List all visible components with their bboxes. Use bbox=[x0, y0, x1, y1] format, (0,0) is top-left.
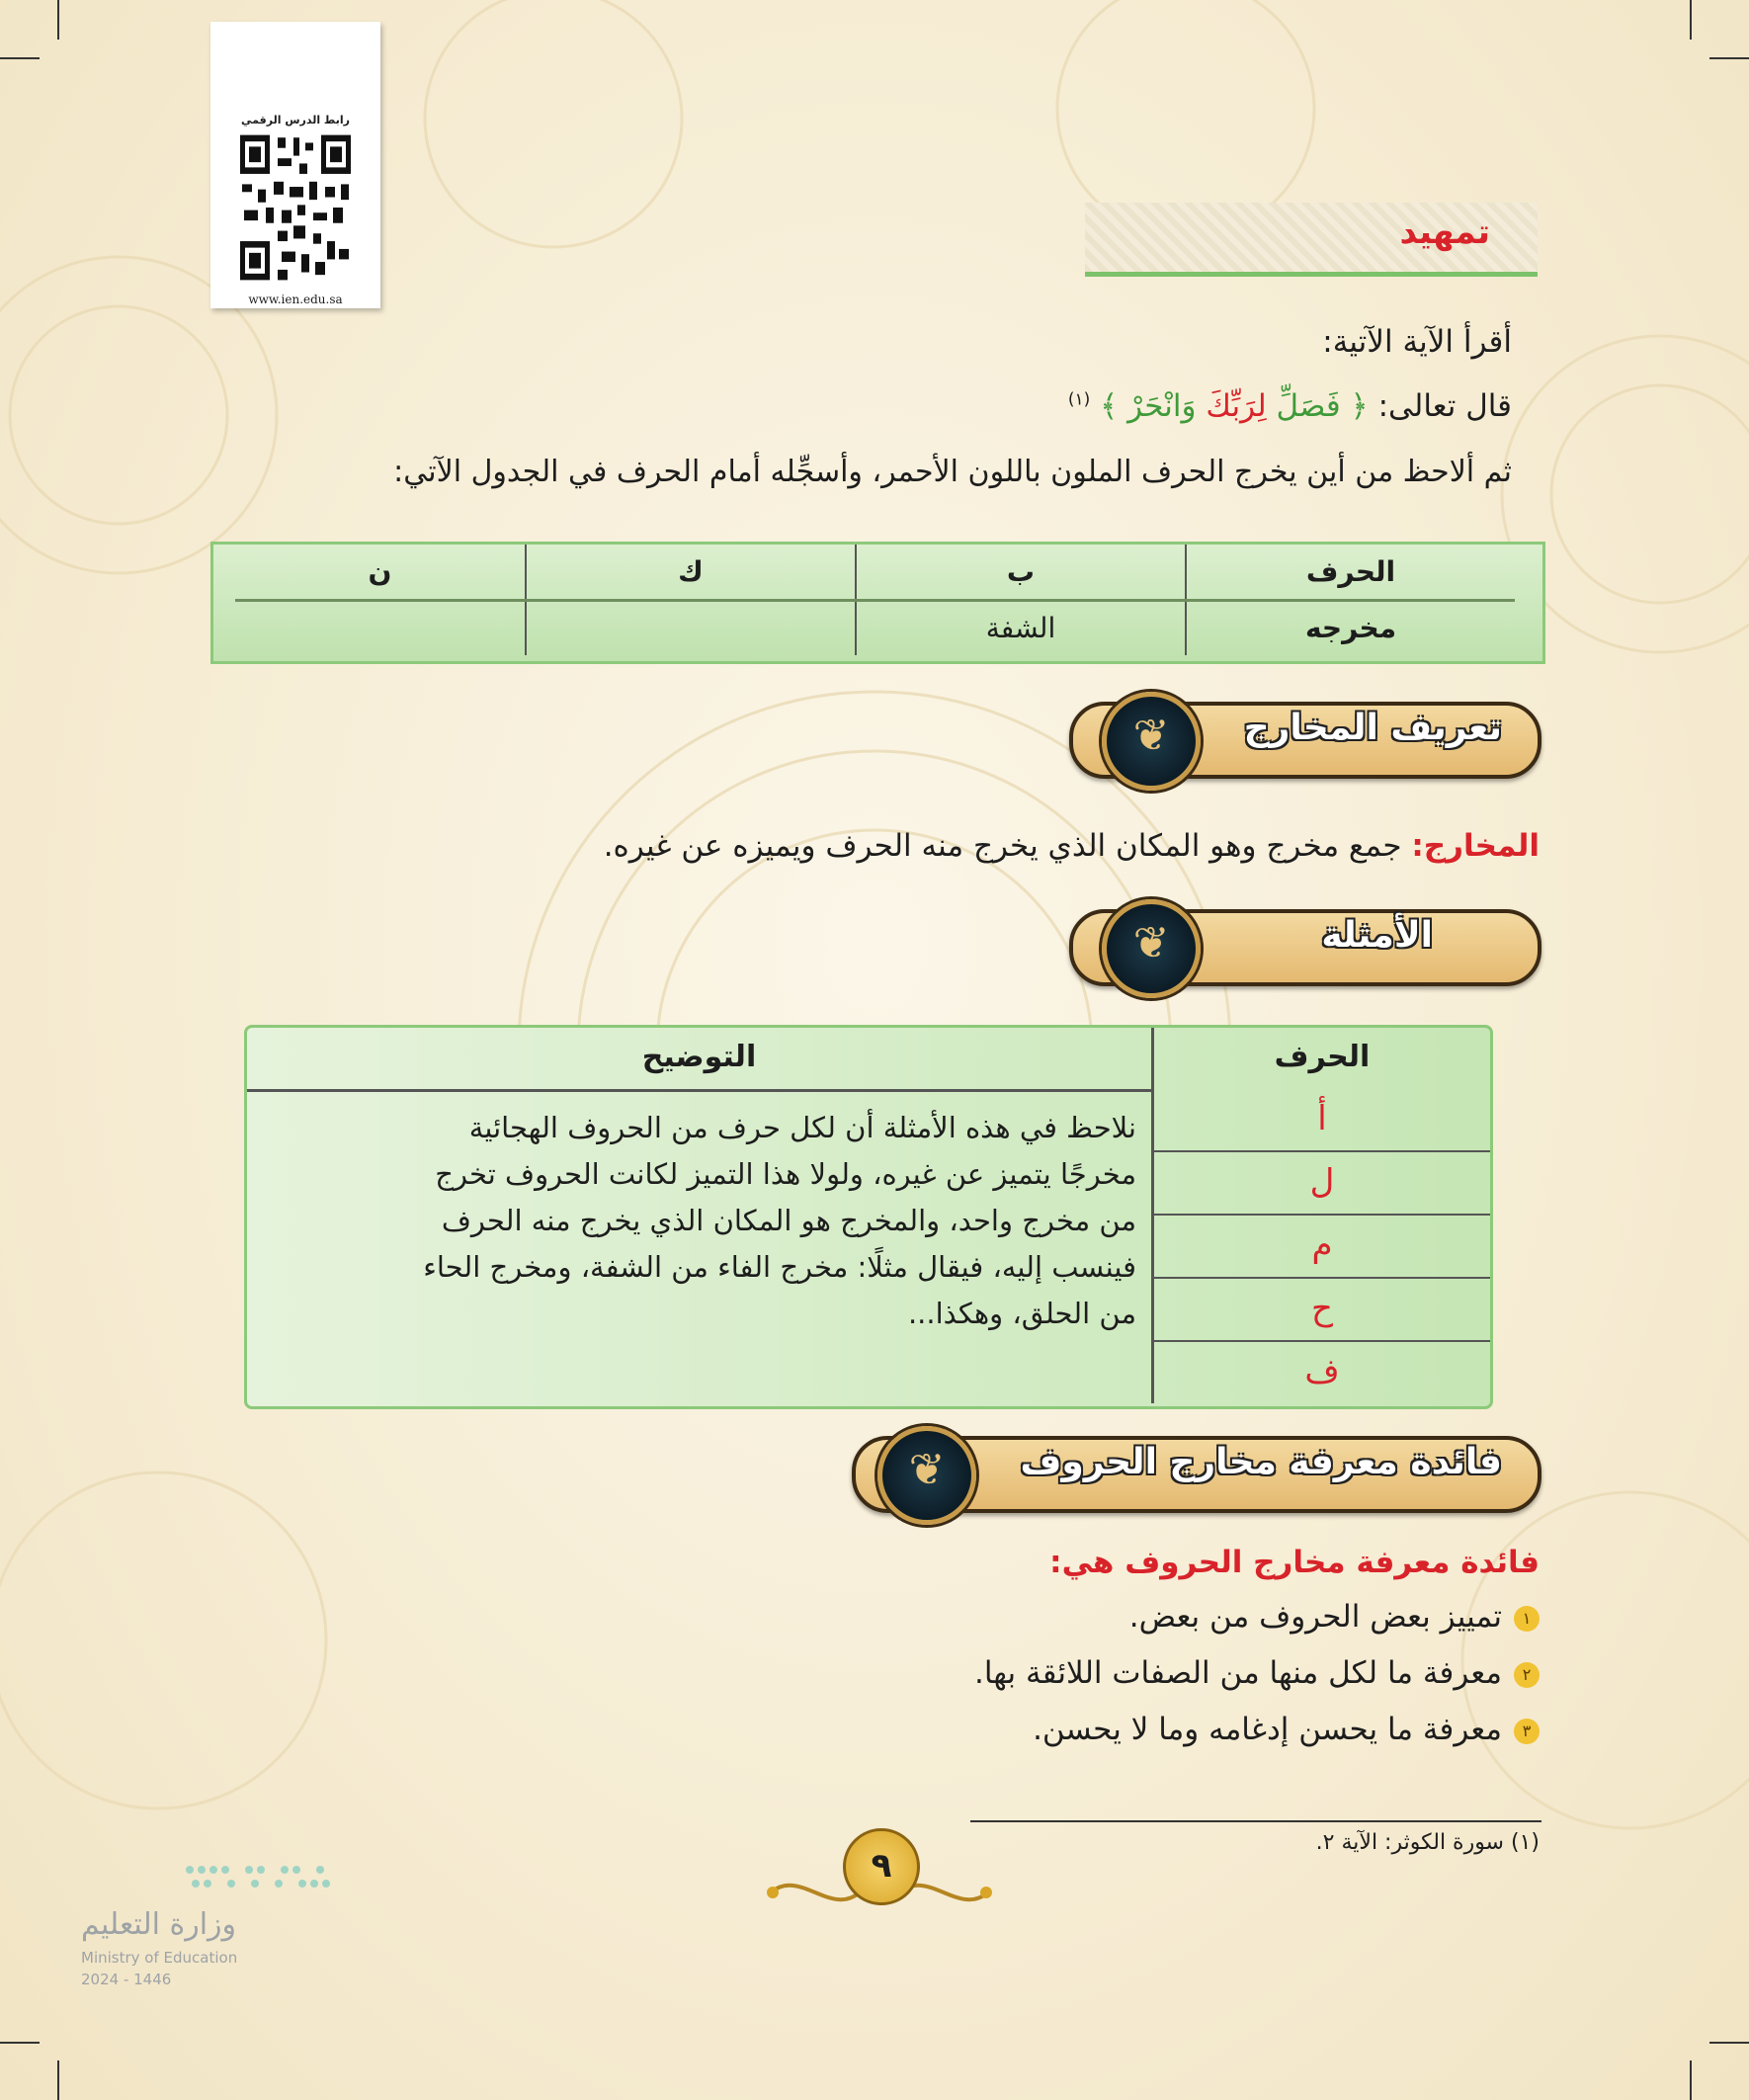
section-title-intro: تمهيد bbox=[1399, 212, 1490, 252]
benefit-item bbox=[974, 1655, 1540, 1691]
benefit-item bbox=[1033, 1712, 1540, 1747]
benefit-heading-text: فائدة معرفة مخارج الحروف هي: bbox=[1049, 1545, 1540, 1580]
crop-mark bbox=[1709, 57, 1749, 59]
qr-title: رابط الدرس الرقمي bbox=[241, 114, 350, 126]
examples-table-frame bbox=[244, 1025, 1493, 1409]
qr-code-icon[interactable] bbox=[238, 132, 353, 283]
ministry-name-ar: وزارة التعليم bbox=[81, 1907, 237, 1942]
definition-text bbox=[604, 828, 1540, 864]
explanation-line: من مخرج واحد، والمخرج هو المكان الذي يخرج منه الحرف bbox=[441, 1204, 1136, 1237]
benefit-item bbox=[1129, 1599, 1540, 1635]
definition-body: جمع مخرج وهو المكان الذي يخرج منه الحرف ويميزه عن غيره. bbox=[603, 828, 1412, 864]
verse-text-c: وَانْحَرْ ﴾ bbox=[1100, 388, 1207, 424]
verse-prefix: قال تعالى: bbox=[1377, 388, 1512, 424]
verse-footnote-ref: (١) bbox=[1067, 389, 1091, 410]
exercise-answer-ba: الشفة bbox=[856, 600, 1186, 655]
number-badge: ٣ bbox=[1514, 1719, 1540, 1744]
qr-url[interactable]: www.ien.edu.sa bbox=[248, 293, 343, 306]
definition-term: المخارج: bbox=[1411, 828, 1540, 864]
number-badge: ١ bbox=[1514, 1606, 1540, 1632]
explanation-line: من الحلق، وهكذا... bbox=[907, 1297, 1136, 1330]
examples-header-explain: التوضيح bbox=[641, 1040, 757, 1074]
ministry-name-en: Ministry of Education bbox=[81, 1949, 238, 1967]
ministry-logo bbox=[81, 1860, 279, 2008]
exercise-header-letter: الحرف bbox=[1186, 545, 1515, 600]
crop-mark bbox=[0, 2042, 40, 2044]
banner-benefit bbox=[850, 1426, 1541, 1517]
examples-header-letter-cell bbox=[1151, 1028, 1490, 1089]
ministry-year: 2024 - 1446 bbox=[81, 1971, 172, 1988]
footnote: (١) سورة الكوثر: الآية ٢. bbox=[1315, 1830, 1540, 1855]
exercise-header-makhraj: مخرجه bbox=[1186, 600, 1515, 655]
crop-mark bbox=[1709, 2042, 1749, 2044]
banner-title-benefit: فائدة معرفة مخارج الحروف bbox=[1020, 1442, 1502, 1482]
exercise-cell-kaf: ك bbox=[526, 545, 856, 600]
banner-title-examples: الأمثلة bbox=[1321, 915, 1433, 956]
crop-mark bbox=[57, 2060, 59, 2100]
banner-title-definition: تعريف المخارج bbox=[1243, 708, 1502, 748]
explanation-line: نلاحظ في هذه الأمثلة أن لكل حرف من الحروف الهجائية bbox=[468, 1111, 1136, 1144]
crop-mark bbox=[57, 0, 59, 40]
exercise-cell-ba: ب bbox=[856, 545, 1186, 600]
exercise-table bbox=[235, 545, 1515, 655]
examples-header-letter: الحرف bbox=[1274, 1040, 1371, 1074]
intro-line-3: ثم ألاحظ من أين يخرج الحرف الملون باللون الأحمر، وأسجِّله أمام الحرف في الجدول الآتي: bbox=[393, 455, 1512, 489]
examples-letter-column bbox=[1151, 1089, 1490, 1403]
intro-line-1: أقرأ الآية الآتية: bbox=[1322, 324, 1512, 360]
footnote-divider bbox=[970, 1820, 1541, 1822]
verse-text-b bbox=[1206, 388, 1266, 424]
section-heading-intro bbox=[1085, 203, 1538, 277]
intro-verse-line bbox=[1068, 388, 1512, 424]
benefit-item-text: تمييز بعض الحروف من بعض. bbox=[1128, 1599, 1502, 1635]
benefit-item-text: معرفة ما يحسن إدغامه وما لا يحسن. bbox=[1033, 1712, 1502, 1747]
leaf-medallion-icon: ❦ bbox=[877, 1426, 976, 1525]
crop-mark bbox=[0, 57, 40, 59]
leaf-medallion-icon: ❦ bbox=[1102, 692, 1201, 791]
banner-examples bbox=[1062, 899, 1541, 990]
qr-card[interactable] bbox=[210, 22, 380, 308]
examples-header-explain-cell bbox=[247, 1028, 1151, 1092]
exercise-answer-kaf[interactable] bbox=[526, 600, 856, 655]
example-letter: ح bbox=[1154, 1279, 1490, 1342]
exercise-table-frame bbox=[210, 542, 1545, 664]
page-number: ٩ bbox=[843, 1828, 920, 1905]
exercise-cell-nun: ن bbox=[368, 554, 392, 588]
crop-mark bbox=[1690, 2060, 1692, 2100]
benefit-item-text: معرفة ما لكل منها من الصفات اللائقة بها. bbox=[973, 1655, 1502, 1691]
ministry-dots-icon bbox=[180, 1860, 338, 1899]
example-letter: ف bbox=[1304, 1352, 1340, 1391]
number-badge: ٢ bbox=[1514, 1662, 1540, 1688]
example-letter: أ bbox=[1154, 1089, 1490, 1152]
example-letter: م bbox=[1154, 1216, 1490, 1279]
verse-red-word: لِرَبِّكَ bbox=[1206, 388, 1267, 424]
example-letter: ل bbox=[1154, 1152, 1490, 1216]
crop-mark bbox=[1690, 0, 1692, 40]
explanation-line: مخرجًا يتميز عن غيره، ولولا هذا التميز لكانت الحروف تخرج bbox=[435, 1157, 1136, 1191]
verse-text-a: ﴿ فَصَلِّ bbox=[1266, 388, 1369, 424]
examples-explanation bbox=[296, 1105, 1136, 1337]
leaf-medallion-icon: ❦ bbox=[1102, 899, 1201, 998]
explanation-line: فينسب إليه، فيقال مثلًا: مخرج الفاء من الشفة، ومخرج الحاء bbox=[423, 1250, 1136, 1284]
banner-definition bbox=[1062, 692, 1541, 783]
benefit-heading bbox=[1049, 1545, 1540, 1580]
exercise-answer-nun[interactable] bbox=[235, 600, 526, 655]
